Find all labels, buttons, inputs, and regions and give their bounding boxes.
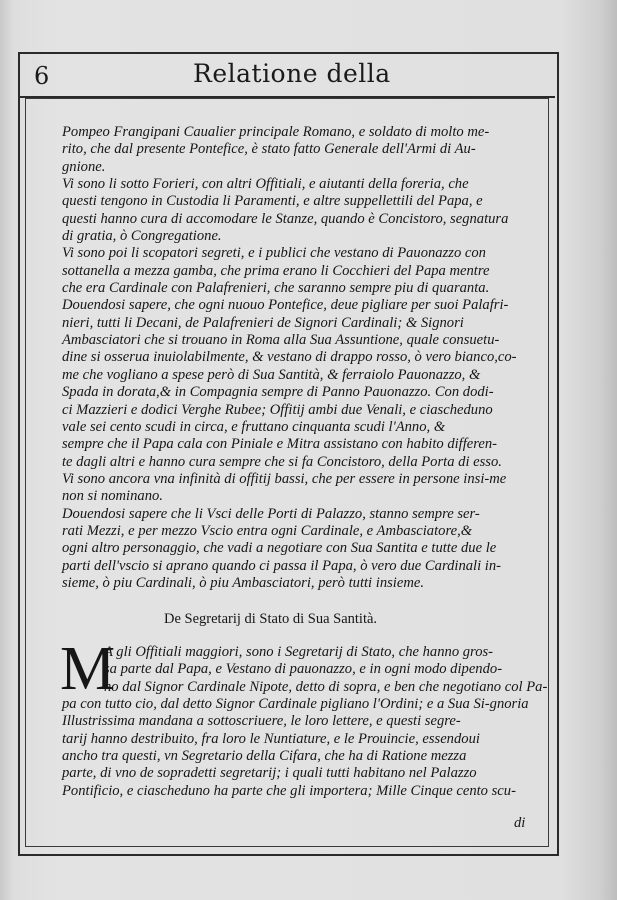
text-line: Illustrissima mandana a sottoscriuere, le loro lettere, e questi segre- [62, 713, 461, 730]
section-heading: De Segretarij di Stato di Sua Santità. [164, 611, 378, 627]
text-line: Pontificio, e ciascheduno ha parte che gli importera; Mille Cinque cento scu- [62, 782, 516, 799]
text-line: Ambasciatori che si trouano in Roma alla Sua Assuntione, quale consuetu- [62, 332, 500, 349]
text-line: sempre che il Papa cala con Piniale e Mitra assistano con habito differen- [62, 436, 498, 453]
text-line: Vi sono li sotto Forieri, con altri Offitiali, e aiutanti della foreria, che [62, 176, 469, 193]
text-line: rati Mezzi, e per mezzo Vscio entra ogni Cardinale, e Ambasciatore,& [62, 522, 473, 539]
text-line: Vi sono poi li scopatori segreti, e i publici che vestano di Pauonazzo con [62, 245, 486, 262]
text-line: te dagli altri e hanno cura sempre che si fa Concistoro, della Porta di esso. [62, 453, 502, 470]
text-line: tarij hanno destribuito, fra loro le Nuntiature, e le Prouincie, essendoui [62, 730, 480, 747]
page-number: 6 [34, 62, 50, 90]
running-head: Relatione della [193, 59, 391, 88]
text-line: nieri, tutti li Decani, de Palafrenieri de Signori Cardinali; & Signori [62, 314, 464, 331]
text-line: sa parte dal Papa, e Vestano di pauonazzo, e in ogni modo dipendo- [104, 661, 503, 678]
text-line: non si nominano. [62, 488, 163, 505]
text-line: parte, di vno de sopradetti segretarij; i quali tutti habitano nel Palazzo [62, 765, 477, 782]
text-line: Pompeo Frangipani Caualier principale Romano, e soldato di molto me- [62, 124, 490, 140]
text-line: me che vogliano a spese però di Sua Santità, & ferraiolo Pauonazzo, & [62, 366, 481, 383]
text-line: ci Mazzieri e dodici Verghe Rubee; Offitij ambi due Venali, e ciascheduno [62, 401, 493, 418]
text-line: dine si osserua inuiolabilmente, & vestano di drappo rosso, ò vero bianco,co- [62, 349, 517, 366]
text-line: Douendosi sapere che li Vsci delle Porti di Palazzo, stanno sempre ser- [62, 505, 480, 522]
text-line: questi tengono in Custodia li Paramenti, e altre suppellettili del Papa, e [62, 193, 483, 210]
text-line: A gli Offitiali maggiori, sono i Segretarij di Stato, che hanno gros- [104, 644, 494, 660]
text-line: questi hanno cura di accomodare le Stanze, quando è Concistoro, segnatura [62, 210, 509, 227]
text-line: gnione. [62, 158, 106, 175]
text-line: sottanella a mezza gamba, che prima erano li Cocchieri del Papa mentre [62, 262, 490, 279]
drop-cap: M [60, 635, 116, 703]
text-line: ancho tra questi, vn Segretario della Cifara, che ha di Ratione mezza [62, 748, 467, 765]
text-line: rito, che dal presente Pontefice, è stato fatto Generale dell'Armi di Au- [62, 141, 476, 158]
text-line: pa con tutto cio, dal detto Signor Cardinale pigliano l'Ordini; e a Sua Si-gnoria [62, 696, 529, 713]
text-line: Douendosi sapere, che ogni nuouo Pontefice, deue pigliare per suoi Palafri- [62, 297, 509, 314]
text-line: sieme, ò piu Cardinali, ò piu Ambasciatori, però tutti insieme. [62, 574, 424, 591]
section-text [60, 644, 550, 800]
catchword: di [514, 815, 526, 831]
text-line: di gratia, ò Congregatione. [62, 228, 222, 245]
text-line: che era Cardinale con Palafrenieri, che saranno sempre piu di quaranta. [62, 280, 490, 297]
text-line: ogni altro personaggio, che vadi a negotiare con Sua Santita e tutte due le [62, 540, 497, 557]
body-text [62, 124, 550, 592]
text-line: Vi sono ancora vna infinità di offitij bassi, che per essere in persone insi-me [62, 470, 507, 487]
text-line: Spada in dorata,& in Compagnia sempre di Panno Pauonazzo. Con dodi- [62, 384, 494, 401]
text-line: no dal Signor Cardinale Nipote, detto di sopra, e ben che negotiano col Pa- [104, 678, 548, 695]
text-line: parti dell'vscio si aprano quando ci passa il Papa, ò vero due Cardinali in- [62, 557, 502, 574]
text-line: vale sei cento scudi in circa, e fruttano cinquanta scudi l'Anno, & [62, 418, 446, 435]
